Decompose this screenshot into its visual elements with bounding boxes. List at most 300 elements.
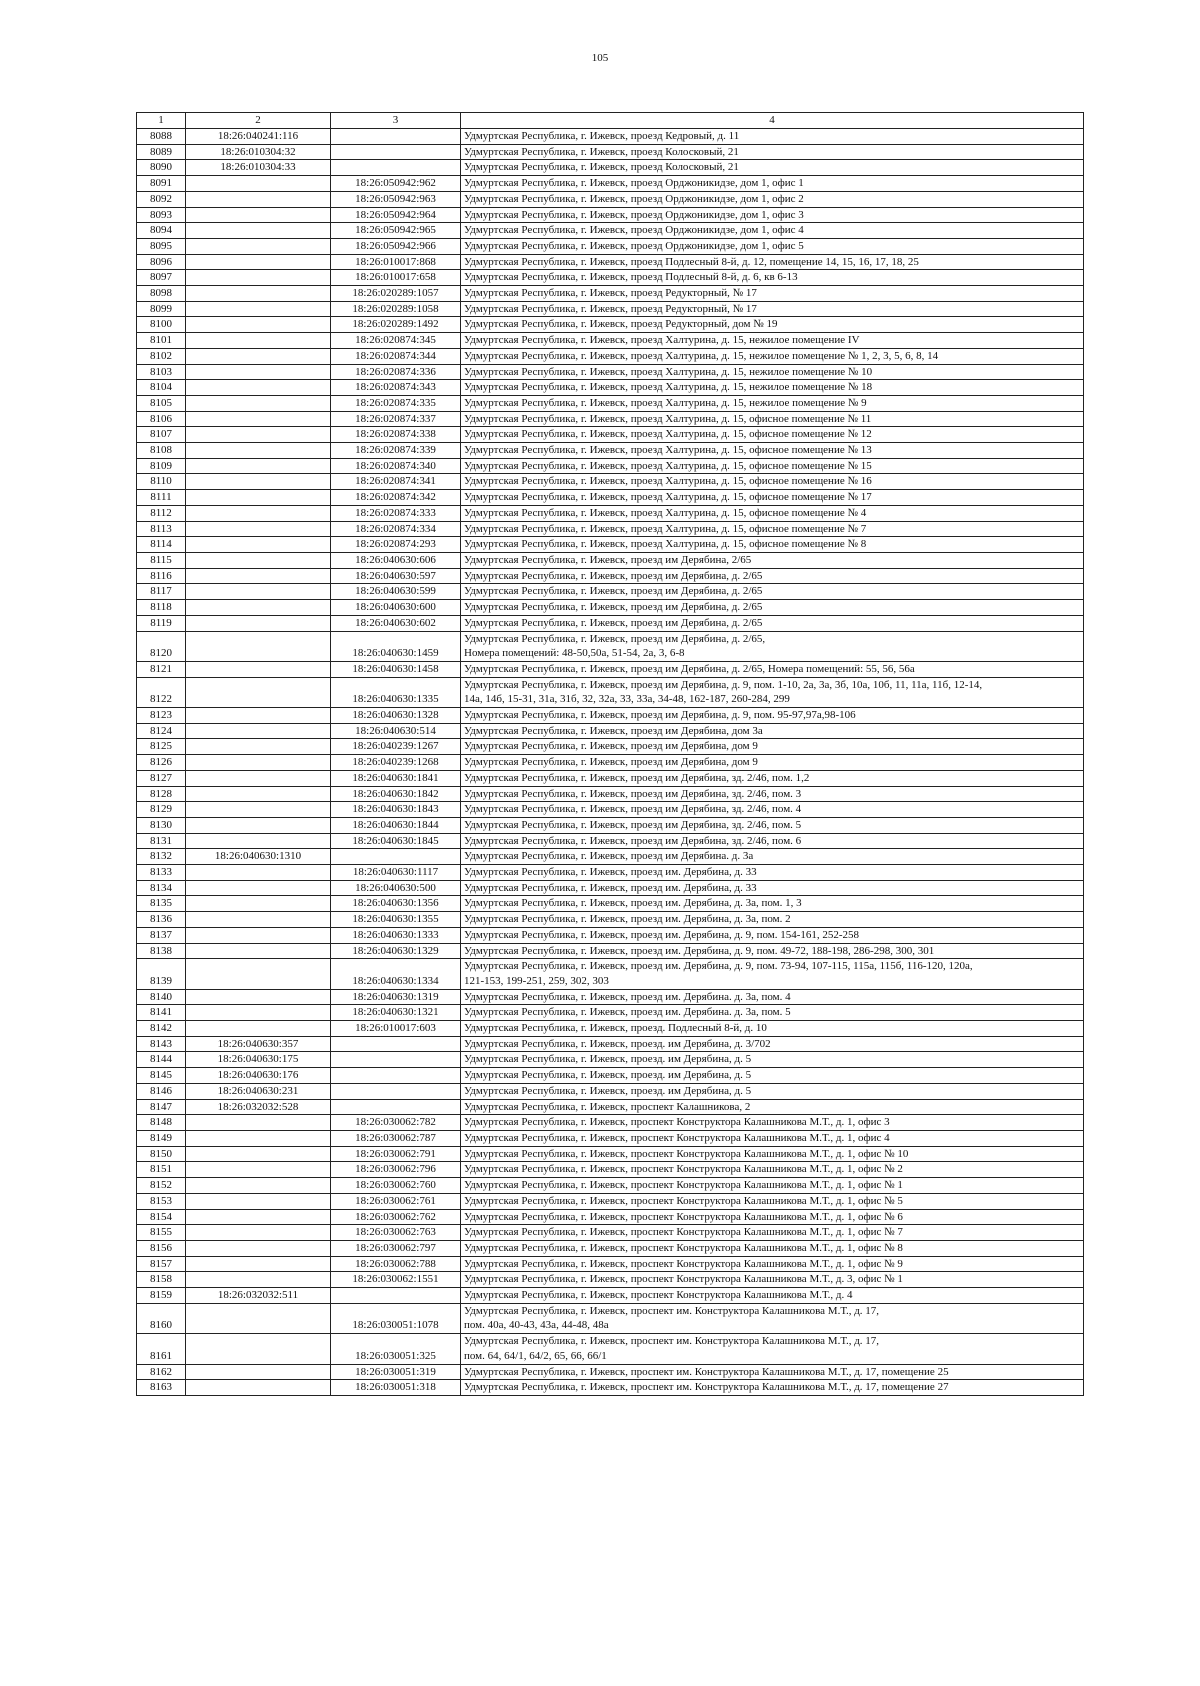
table-row: [137, 1209, 1084, 1225]
premises-cadastral-cell: 18:26:040630:1841: [331, 770, 461, 786]
table-row: [137, 1272, 1084, 1288]
premises-cadastral-cell: 18:26:030051:325: [331, 1334, 461, 1364]
table-row: [137, 1225, 1084, 1241]
cadastral-number-cell: [186, 802, 331, 818]
table-row: [137, 411, 1084, 427]
table-row: [137, 1005, 1084, 1021]
row-number-cell: 8102: [137, 348, 186, 364]
cadastral-number-cell: 18:26:032032:511: [186, 1288, 331, 1304]
table-row: [137, 927, 1084, 943]
address-cell: Удмуртская Республика, г. Ижевск, проезд Халтурина, д. 15, офисное помещение № 8: [461, 537, 1084, 553]
premises-cadastral-cell: [331, 144, 461, 160]
table-row: [137, 661, 1084, 677]
cadastral-number-cell: [186, 708, 331, 724]
table-row: [137, 395, 1084, 411]
table-row: [137, 191, 1084, 207]
address-cell: Удмуртская Республика, г. Ижевск, проезд Халтурина, д. 15, офисное помещение № 11: [461, 411, 1084, 427]
table-row: [137, 1364, 1084, 1380]
cadastral-number-cell: [186, 254, 331, 270]
header-row: [137, 113, 1084, 129]
cadastral-number-cell: [186, 1162, 331, 1178]
cadastral-number-cell: [186, 333, 331, 349]
row-number-cell: 8156: [137, 1240, 186, 1256]
table-row: [137, 600, 1084, 616]
premises-cadastral-cell: 18:26:040630:602: [331, 615, 461, 631]
cadastral-number-cell: 18:26:040241:116: [186, 129, 331, 145]
premises-cadastral-cell: 18:26:030062:761: [331, 1193, 461, 1209]
address-cell: Удмуртская Республика, г. Ижевск, проезд им Дерябина. д. 3а: [461, 849, 1084, 865]
row-number-cell: 8151: [137, 1162, 186, 1178]
cadastral-number-cell: [186, 865, 331, 881]
address-cell: Удмуртская Республика, г. Ижевск, проспект Калашникова, 2: [461, 1099, 1084, 1115]
premises-cadastral-cell: 18:26:040630:1334: [331, 959, 461, 989]
cadastral-number-cell: [186, 880, 331, 896]
row-number-cell: 8128: [137, 786, 186, 802]
address-cell: Удмуртская Республика, г. Ижевск, проезд им. Дерябина, д. 3а, пом. 2: [461, 912, 1084, 928]
row-number-cell: 8139: [137, 959, 186, 989]
row-number-cell: 8121: [137, 661, 186, 677]
row-number-cell: 8125: [137, 739, 186, 755]
premises-cadastral-cell: 18:26:020874:343: [331, 380, 461, 396]
address-cell: Удмуртская Республика, г. Ижевск, проезд им Дерябина, зд. 2/46, пом. 1,2: [461, 770, 1084, 786]
address-cell: Удмуртская Республика, г. Ижевск, проезд. им Дерябина, д. 5: [461, 1083, 1084, 1099]
table-row: [137, 631, 1084, 661]
address-cell: Удмуртская Республика, г. Ижевск, проезд им Дерябина, зд. 2/46, пом. 4: [461, 802, 1084, 818]
row-number-cell: 8112: [137, 505, 186, 521]
address-cell: Удмуртская Республика, г. Ижевск, проспект им. Конструктора Калашникова М.Т., д. 17, пом. 64, 64/1, 64/2, 65, 66, 66/1: [461, 1334, 1084, 1364]
premises-cadastral-cell: 18:26:040630:514: [331, 723, 461, 739]
premises-cadastral-cell: 18:26:030051:319: [331, 1364, 461, 1380]
column-header-1: 1: [137, 113, 186, 129]
row-number-cell: 8159: [137, 1288, 186, 1304]
table-row: [137, 739, 1084, 755]
cadastral-number-cell: [186, 552, 331, 568]
table-row: [137, 770, 1084, 786]
row-number-cell: 8153: [137, 1193, 186, 1209]
table-row: [137, 238, 1084, 254]
address-cell: Удмуртская Республика, г. Ижевск, проезд Кедровый, д. 11: [461, 129, 1084, 145]
cadastral-number-cell: 18:26:032032:528: [186, 1099, 331, 1115]
premises-cadastral-cell: 18:26:020289:1057: [331, 286, 461, 302]
cadastral-number-cell: [186, 537, 331, 553]
cadastral-number-cell: [186, 395, 331, 411]
row-number-cell: 8133: [137, 865, 186, 881]
table-row: [137, 364, 1084, 380]
page-number: 105: [591, 52, 609, 64]
table-row: [137, 989, 1084, 1005]
row-number-cell: 8135: [137, 896, 186, 912]
address-cell: Удмуртская Республика, г. Ижевск, проезд Халтурина, д. 15, офисное помещение № 17: [461, 490, 1084, 506]
row-number-cell: 8088: [137, 129, 186, 145]
cadastral-number-cell: [186, 568, 331, 584]
table-row: [137, 286, 1084, 302]
premises-cadastral-cell: 18:26:020874:336: [331, 364, 461, 380]
row-number-cell: 8157: [137, 1256, 186, 1272]
row-number-cell: 8142: [137, 1021, 186, 1037]
cadastral-number-cell: [186, 207, 331, 223]
cadastral-number-cell: [186, 348, 331, 364]
table-row: [137, 568, 1084, 584]
table-row: [137, 1162, 1084, 1178]
row-number-cell: 8099: [137, 301, 186, 317]
cadastral-number-cell: [186, 817, 331, 833]
row-number-cell: 8090: [137, 160, 186, 176]
table-row: [137, 129, 1084, 145]
address-cell: Удмуртская Республика, г. Ижевск, проезд им. Дерябина, д. 9, пом. 73-94, 107-115, 115а, 115б, 116-120, 120а, 121-153, 199-251, 259, 302, 303: [461, 959, 1084, 989]
address-cell: Удмуртская Республика, г. Ижевск, проезд. им Дерябина, д. 3/702: [461, 1036, 1084, 1052]
cadastral-number-cell: 18:26:040630:1310: [186, 849, 331, 865]
table-row: [137, 1052, 1084, 1068]
address-cell: Удмуртская Республика, г. Ижевск, проезд им. Дерябина. д. 3а, пом. 5: [461, 1005, 1084, 1021]
row-number-cell: 8136: [137, 912, 186, 928]
premises-cadastral-cell: 18:26:040630:597: [331, 568, 461, 584]
address-cell: Удмуртская Республика, г. Ижевск, проспект им. Конструктора Калашникова М.Т., д. 17, помещение 27: [461, 1380, 1084, 1396]
table-row: [137, 1240, 1084, 1256]
cadastral-number-cell: [186, 677, 331, 707]
premises-cadastral-cell: 18:26:040630:1117: [331, 865, 461, 881]
premises-cadastral-cell: 18:26:020874:335: [331, 395, 461, 411]
address-cell: Удмуртская Республика, г. Ижевск, проезд Орджоникидзе, дом 1, офис 1: [461, 176, 1084, 192]
premises-cadastral-cell: 18:26:040630:1842: [331, 786, 461, 802]
cadastral-number-cell: [186, 490, 331, 506]
row-number-cell: 8105: [137, 395, 186, 411]
cadastral-number-cell: 18:26:040630:176: [186, 1068, 331, 1084]
address-cell: Удмуртская Республика, г. Ижевск, проезд им Дерябина, дом 3а: [461, 723, 1084, 739]
address-cell: Удмуртская Республика, г. Ижевск, проезд Орджоникидзе, дом 1, офис 3: [461, 207, 1084, 223]
table-row: [137, 1021, 1084, 1037]
premises-cadastral-cell: 18:26:040630:1356: [331, 896, 461, 912]
table-row: [137, 1146, 1084, 1162]
cadastral-number-cell: [186, 661, 331, 677]
address-cell: Удмуртская Республика, г. Ижевск, проспект Конструктора Калашникова М.Т., д. 1, офис 4: [461, 1131, 1084, 1147]
table-row: [137, 537, 1084, 553]
premises-cadastral-cell: 18:26:030062:782: [331, 1115, 461, 1131]
table-row: [137, 1083, 1084, 1099]
table-body: [137, 129, 1084, 1396]
cadastral-number-cell: [186, 270, 331, 286]
table-row: [137, 490, 1084, 506]
address-cell: Удмуртская Республика, г. Ижевск, проезд Колосковый, 21: [461, 160, 1084, 176]
cadastral-number-cell: 18:26:010304:33: [186, 160, 331, 176]
premises-cadastral-cell: 18:26:030062:1551: [331, 1272, 461, 1288]
row-number-cell: 8143: [137, 1036, 186, 1052]
address-cell: Удмуртская Республика, г. Ижевск, проезд им Дерябина, д. 2/65, Номера помещений: 55, 56, 56а: [461, 661, 1084, 677]
cadastral-number-cell: [186, 364, 331, 380]
premises-cadastral-cell: 18:26:040630:1458: [331, 661, 461, 677]
table-row: [137, 677, 1084, 707]
cadastral-number-cell: [186, 286, 331, 302]
premises-cadastral-cell: 18:26:050942:966: [331, 238, 461, 254]
premises-cadastral-cell: 18:26:020874:339: [331, 443, 461, 459]
table-row: [137, 786, 1084, 802]
address-cell: Удмуртская Республика, г. Ижевск, проезд Халтурина, д. 15, нежилое помещение № 1, 2, 3, 5, 6, 8, 14: [461, 348, 1084, 364]
address-cell: Удмуртская Республика, г. Ижевск, проспект Конструктора Калашникова М.Т., д. 1, офис № 10: [461, 1146, 1084, 1162]
premises-cadastral-cell: 18:26:040630:1845: [331, 833, 461, 849]
row-number-cell: 8095: [137, 238, 186, 254]
row-number-cell: 8100: [137, 317, 186, 333]
address-cell: Удмуртская Республика, г. Ижевск, проезд Халтурина, д. 15, нежилое помещение № 10: [461, 364, 1084, 380]
address-cell: Удмуртская Республика, г. Ижевск, проезд им. Дерябина, д. 9, пом. 49-72, 188-198, 286-298, 300, 301: [461, 943, 1084, 959]
cadastral-number-cell: 18:26:040630:175: [186, 1052, 331, 1068]
premises-cadastral-cell: [331, 1052, 461, 1068]
address-cell: Удмуртская Республика, г. Ижевск, проезд им Дерябина, д. 2/65: [461, 568, 1084, 584]
address-cell: Удмуртская Республика, г. Ижевск, проезд им Дерябина, 2/65: [461, 552, 1084, 568]
premises-cadastral-cell: 18:26:040630:1319: [331, 989, 461, 1005]
premises-cadastral-cell: 18:26:050942:962: [331, 176, 461, 192]
row-number-cell: 8107: [137, 427, 186, 443]
cadastral-number-cell: [186, 411, 331, 427]
row-number-cell: 8116: [137, 568, 186, 584]
address-cell: Удмуртская Республика, г. Ижевск, проезд Подлесный 8-й, д. 12, помещение 14, 15, 16, 17, 18, 25: [461, 254, 1084, 270]
address-cell: Удмуртская Республика, г. Ижевск, проезд им Дерябина, д. 2/65: [461, 600, 1084, 616]
row-number-cell: 8163: [137, 1380, 186, 1396]
address-cell: Удмуртская Республика, г. Ижевск, проезд им Дерябина, д. 2/65: [461, 615, 1084, 631]
table-row: [137, 223, 1084, 239]
table-row: [137, 144, 1084, 160]
premises-cadastral-cell: 18:26:020874:333: [331, 505, 461, 521]
row-number-cell: 8123: [137, 708, 186, 724]
premises-cadastral-cell: 18:26:020874:342: [331, 490, 461, 506]
cadastral-number-cell: [186, 989, 331, 1005]
table-row: [137, 1334, 1084, 1364]
address-cell: Удмуртская Республика, г. Ижевск, проспект им. Конструктора Калашникова М.Т., д. 17, пом. 40а, 40-43, 43а, 44-48, 48а: [461, 1303, 1084, 1333]
cadastral-number-cell: [186, 176, 331, 192]
address-cell: Удмуртская Республика, г. Ижевск, проезд им Дерябина, дом 9: [461, 755, 1084, 771]
row-number-cell: 8127: [137, 770, 186, 786]
cadastral-number-cell: [186, 1178, 331, 1194]
cadastral-number-cell: [186, 427, 331, 443]
premises-cadastral-cell: 18:26:030062:763: [331, 1225, 461, 1241]
table-header: [137, 113, 1084, 129]
row-number-cell: 8114: [137, 537, 186, 553]
table-row: [137, 755, 1084, 771]
table-row: [137, 959, 1084, 989]
premises-cadastral-cell: 18:26:050942:965: [331, 223, 461, 239]
premises-cadastral-cell: 18:26:040630:1321: [331, 1005, 461, 1021]
address-cell: Удмуртская Республика, г. Ижевск, проезд им. Дерябина, д. 3а, пом. 1, 3: [461, 896, 1084, 912]
address-cell: Удмуртская Республика, г. Ижевск, проезд им Дерябина, д. 9, пом. 1-10, 2а, 3а, 3б, 10а, 10б, 11, 11а, 11б, 12-14, 14а, 14б, 15-31, 31а, 31б, 32, 32а, 33, 33а, 34-48, 162-187, 260-284, 299: [461, 677, 1084, 707]
premises-cadastral-cell: 18:26:040630:1459: [331, 631, 461, 661]
address-cell: Удмуртская Республика, г. Ижевск, проспект Конструктора Калашникова М.Т., д. 1, офис № 9: [461, 1256, 1084, 1272]
cadastral-number-cell: [186, 959, 331, 989]
row-number-cell: 8134: [137, 880, 186, 896]
premises-cadastral-cell: 18:26:040630:1355: [331, 912, 461, 928]
cadastral-number-cell: [186, 1303, 331, 1333]
cadastral-number-cell: [186, 521, 331, 537]
row-number-cell: 8132: [137, 849, 186, 865]
premises-cadastral-cell: [331, 849, 461, 865]
premises-cadastral-cell: 18:26:030062:797: [331, 1240, 461, 1256]
row-number-cell: 8097: [137, 270, 186, 286]
table-row: [137, 723, 1084, 739]
table-row: [137, 270, 1084, 286]
address-cell: Удмуртская Республика, г. Ижевск, проезд им Дерябина, д. 9, пом. 95-97,97а,98-106: [461, 708, 1084, 724]
premises-cadastral-cell: 18:26:040630:1335: [331, 677, 461, 707]
address-cell: Удмуртская Республика, г. Ижевск, проспект Конструктора Калашникова М.Т., д. 1, офис № 8: [461, 1240, 1084, 1256]
cadastral-number-cell: [186, 223, 331, 239]
row-number-cell: 8141: [137, 1005, 186, 1021]
premises-cadastral-cell: 18:26:040630:1333: [331, 927, 461, 943]
address-cell: Удмуртская Республика, г. Ижевск, проезд Редукторный, № 17: [461, 286, 1084, 302]
cadastral-number-cell: [186, 615, 331, 631]
table-row: [137, 474, 1084, 490]
row-number-cell: 8092: [137, 191, 186, 207]
address-cell: Удмуртская Республика, г. Ижевск, проспект Конструктора Калашникова М.Т., д. 1, офис № 5: [461, 1193, 1084, 1209]
cadastral-number-cell: [186, 443, 331, 459]
table-row: [137, 708, 1084, 724]
table-row: [137, 1115, 1084, 1131]
address-cell: Удмуртская Республика, г. Ижевск, проезд им. Дерябина, д. 9, пом. 154-161, 252-258: [461, 927, 1084, 943]
row-number-cell: 8154: [137, 1209, 186, 1225]
premises-cadastral-cell: 18:26:040630:1843: [331, 802, 461, 818]
premises-cadastral-cell: 18:26:020874:337: [331, 411, 461, 427]
address-cell: Удмуртская Республика, г. Ижевск, проезд Халтурина, д. 15, нежилое помещение № 18: [461, 380, 1084, 396]
cadastral-number-cell: [186, 912, 331, 928]
table-row: [137, 849, 1084, 865]
premises-cadastral-cell: 18:26:050942:963: [331, 191, 461, 207]
table-row: [137, 254, 1084, 270]
row-number-cell: 8150: [137, 1146, 186, 1162]
address-cell: Удмуртская Республика, г. Ижевск, проезд Халтурина, д. 15, офисное помещение № 7: [461, 521, 1084, 537]
address-cell: Удмуртская Республика, г. Ижевск, проезд Халтурина, д. 15, офисное помещение № 13: [461, 443, 1084, 459]
premises-cadastral-cell: 18:26:030062:762: [331, 1209, 461, 1225]
cadastral-number-cell: [186, 739, 331, 755]
cadastral-number-cell: [186, 505, 331, 521]
premises-cadastral-cell: 18:26:020289:1492: [331, 317, 461, 333]
table-row: [137, 584, 1084, 600]
table-row: [137, 505, 1084, 521]
address-cell: Удмуртская Республика, г. Ижевск, проспект Конструктора Калашникова М.Т., д. 3, офис № 1: [461, 1272, 1084, 1288]
table-row: [137, 1193, 1084, 1209]
row-number-cell: 8158: [137, 1272, 186, 1288]
premises-cadastral-cell: 18:26:030051:318: [331, 1380, 461, 1396]
address-cell: Удмуртская Республика, г. Ижевск, проезд им. Дерябина. д. 3а, пом. 4: [461, 989, 1084, 1005]
address-cell: Удмуртская Республика, г. Ижевск, проезд. им Дерябина, д. 5: [461, 1068, 1084, 1084]
row-number-cell: 8162: [137, 1364, 186, 1380]
row-number-cell: 8138: [137, 943, 186, 959]
cadastral-number-cell: [186, 1193, 331, 1209]
row-number-cell: 8119: [137, 615, 186, 631]
cadastral-number-cell: [186, 600, 331, 616]
row-number-cell: 8126: [137, 755, 186, 771]
cadastral-number-cell: 18:26:040630:231: [186, 1083, 331, 1099]
cadastral-number-cell: [186, 1021, 331, 1037]
table-row: [137, 1303, 1084, 1333]
premises-cadastral-cell: 18:26:020874:341: [331, 474, 461, 490]
cadastral-number-cell: [186, 943, 331, 959]
row-number-cell: 8131: [137, 833, 186, 849]
row-number-cell: 8140: [137, 989, 186, 1005]
address-cell: Удмуртская Республика, г. Ижевск, проезд им Дерябина, д. 2/65, Номера помещений: 48-50,50а, 51-54, 2а, 3, 6-8: [461, 631, 1084, 661]
row-number-cell: 8111: [137, 490, 186, 506]
address-cell: Удмуртская Республика, г. Ижевск, проезд им Дерябина, д. 2/65: [461, 584, 1084, 600]
premises-cadastral-cell: 18:26:040630:1329: [331, 943, 461, 959]
address-cell: Удмуртская Республика, г. Ижевск, проезд Орджоникидзе, дом 1, офис 2: [461, 191, 1084, 207]
premises-cadastral-cell: 18:26:050942:964: [331, 207, 461, 223]
address-cell: Удмуртская Республика, г. Ижевск, проезд Редукторный, № 17: [461, 301, 1084, 317]
address-cell: Удмуртская Республика, г. Ижевск, проезд Халтурина, д. 15, нежилое помещение IV: [461, 333, 1084, 349]
premises-cadastral-cell: 18:26:020874:293: [331, 537, 461, 553]
address-cell: Удмуртская Республика, г. Ижевск, проспект Конструктора Калашникова М.Т., д. 1, офис № 6: [461, 1209, 1084, 1225]
address-cell: Удмуртская Республика, г. Ижевск, проезд им Дерябина, дом 9: [461, 739, 1084, 755]
table-row: [137, 912, 1084, 928]
cadastral-number-cell: [186, 1146, 331, 1162]
premises-cadastral-cell: 18:26:010017:603: [331, 1021, 461, 1037]
cadastral-number-cell: [186, 301, 331, 317]
address-cell: Удмуртская Республика, г. Ижевск, проспект им. Конструктора Калашникова М.Т., д. 17, помещение 25: [461, 1364, 1084, 1380]
address-cell: Удмуртская Республика, г. Ижевск, проезд Халтурина, д. 15, офисное помещение № 15: [461, 458, 1084, 474]
address-cell: Удмуртская Республика, г. Ижевск, проезд Подлесный 8-й, д. 6, кв 6-13: [461, 270, 1084, 286]
address-cell: Удмуртская Республика, г. Ижевск, проезд им. Дерябина, д. 33: [461, 880, 1084, 896]
address-cell: Удмуртская Республика, г. Ижевск, проезд им Дерябина, зд. 2/46, пом. 3: [461, 786, 1084, 802]
address-cell: Удмуртская Республика, г. Ижевск, проезд Халтурина, д. 15, офисное помещение № 16: [461, 474, 1084, 490]
cadastral-number-cell: [186, 1364, 331, 1380]
row-number-cell: 8122: [137, 677, 186, 707]
premises-cadastral-cell: [331, 1036, 461, 1052]
address-cell: Удмуртская Республика, г. Ижевск, проезд Орджоникидзе, дом 1, офис 4: [461, 223, 1084, 239]
premises-cadastral-cell: 18:26:020874:345: [331, 333, 461, 349]
address-cell: Удмуртская Республика, г. Ижевск, проезд им Дерябина, зд. 2/46, пом. 6: [461, 833, 1084, 849]
address-cell: Удмуртская Республика, г. Ижевск, проспект Конструктора Калашникова М.Т., д. 1, офис № 7: [461, 1225, 1084, 1241]
address-cell: Удмуртская Республика, г. Ижевск, проезд Орджоникидзе, дом 1, офис 5: [461, 238, 1084, 254]
premises-cadastral-cell: [331, 129, 461, 145]
address-cell: Удмуртская Республика, г. Ижевск, проспект Конструктора Калашникова М.Т., д. 1, офис № 2: [461, 1162, 1084, 1178]
row-number-cell: 8120: [137, 631, 186, 661]
premises-cadastral-cell: [331, 1068, 461, 1084]
row-number-cell: 8093: [137, 207, 186, 223]
cadastral-number-cell: [186, 1240, 331, 1256]
table-row: [137, 865, 1084, 881]
row-number-cell: 8094: [137, 223, 186, 239]
table-row: [137, 301, 1084, 317]
premises-cadastral-cell: 18:26:040630:500: [331, 880, 461, 896]
premises-cadastral-cell: 18:26:040630:600: [331, 600, 461, 616]
row-number-cell: 8108: [137, 443, 186, 459]
premises-cadastral-cell: [331, 1288, 461, 1304]
address-cell: Удмуртская Республика, г. Ижевск, проспект Конструктора Калашникова М.Т., д. 1, офис 3: [461, 1115, 1084, 1131]
table-row: [137, 317, 1084, 333]
property-table: [136, 112, 1084, 1396]
table-row: [137, 176, 1084, 192]
row-number-cell: 8091: [137, 176, 186, 192]
column-header-2: 2: [186, 113, 331, 129]
table-row: [137, 817, 1084, 833]
row-number-cell: 8117: [137, 584, 186, 600]
cadastral-number-cell: [186, 1209, 331, 1225]
row-number-cell: 8145: [137, 1068, 186, 1084]
table-row: [137, 1036, 1084, 1052]
property-table-wrapper: [136, 112, 1083, 1396]
table-row: [137, 552, 1084, 568]
column-header-3: 3: [331, 113, 461, 129]
table-row: [137, 833, 1084, 849]
table-row: [137, 348, 1084, 364]
row-number-cell: 8148: [137, 1115, 186, 1131]
premises-cadastral-cell: 18:26:040239:1268: [331, 755, 461, 771]
table-row: [137, 802, 1084, 818]
premises-cadastral-cell: [331, 160, 461, 176]
cadastral-number-cell: [186, 584, 331, 600]
cadastral-number-cell: [186, 770, 331, 786]
table-row: [137, 1178, 1084, 1194]
table-row: [137, 207, 1084, 223]
row-number-cell: 8144: [137, 1052, 186, 1068]
premises-cadastral-cell: 18:26:020874:344: [331, 348, 461, 364]
premises-cadastral-cell: 18:26:020874:340: [331, 458, 461, 474]
row-number-cell: 8130: [137, 817, 186, 833]
row-number-cell: 8113: [137, 521, 186, 537]
cadastral-number-cell: [186, 474, 331, 490]
